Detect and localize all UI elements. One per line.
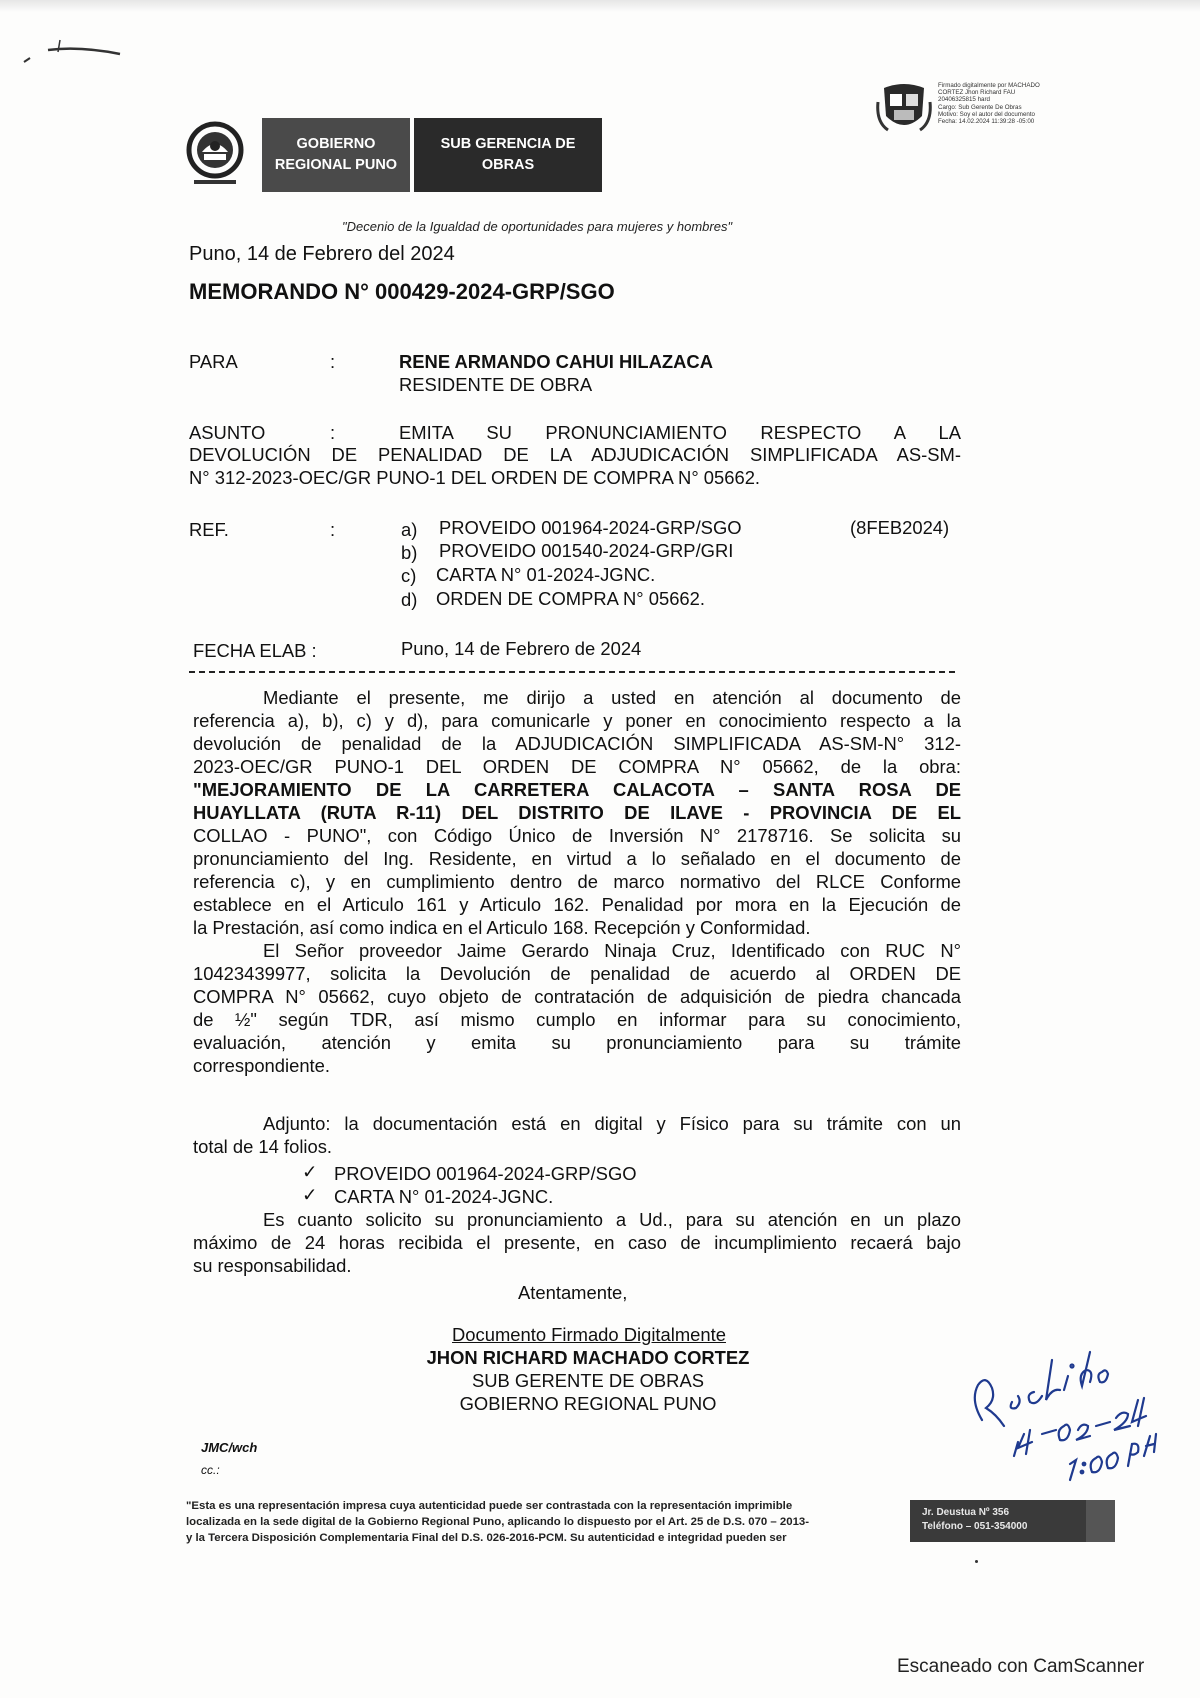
asunto-colon: : (330, 422, 336, 443)
footer-note-line-cut: y la Tercera Disposición Complementaria Final del D.S. 026-2016-PCM. Su autenticidad e integridad pueden ser (186, 1532, 787, 1544)
pen-stroke-mark (20, 20, 170, 70)
place-date: Puno, 14 de Febrero del 2024 (189, 243, 455, 265)
memo-title: MEMORANDO N° 000429-2024-GRP/SGO (189, 279, 615, 304)
peru-coat-of-arms-icon (876, 82, 932, 136)
body-line: referencia a), b), c) y d), para comunicarle y poner en conocimiento respecto a la (193, 710, 961, 731)
body-line: evaluación, atención y emita su pronunciamiento para su trámite (193, 1032, 961, 1053)
footer-box-accent (1086, 1500, 1115, 1542)
ref-letter-d: d) (401, 589, 418, 610)
body-line: referencia c), y en cumplimiento dentro de marco normativo del RLCE Conforme (193, 871, 961, 892)
body-line: COLLAO - PUNO", con Código Único de Inversión N° 2178716. Se solicita su (193, 825, 961, 846)
header-gobierno-line1: GOBIERNO (296, 136, 376, 152)
para-role: RESIDENTE DE OBRA (399, 374, 593, 395)
closing-salutation: Atentamente, (518, 1282, 628, 1303)
para-name: RENE ARMANDO CAHUI HILAZACA (399, 351, 713, 372)
body-line: Adjunto: la documentación está en digital y Físico para su trámite con un (263, 1113, 961, 1134)
signature-line: Fecha: 14.02.2024 11:39:28 -05:00 (938, 118, 1035, 126)
digital-signature-label: Documento Firmado Digitalmente (452, 1324, 726, 1345)
camscanner-watermark: Escaneado con CamScanner (897, 1656, 1145, 1677)
decade-motto: "Decenio de la Igualdad de oportunidades para mujeres y hombres" (342, 219, 733, 234)
handwritten-receipt-note (960, 1330, 1160, 1500)
footer-contact-box (910, 1500, 1115, 1542)
body-paragraph-3 (193, 1112, 961, 1158)
scan-speck (975, 1560, 978, 1563)
digital-signature-stamp (876, 82, 1146, 136)
author-initials: JMC/wch (201, 1440, 258, 1455)
asunto-line3: N° 312-2023-OEC/GR PUNO-1 DEL ORDEN DE COMPRA N° 05662. (189, 467, 761, 488)
fecha-value: Puno, 14 de Febrero de 2024 (401, 638, 642, 659)
header-gobierno-regional-puno (262, 118, 410, 192)
signature-stamp-text (938, 82, 1148, 125)
ref-label: REF. (189, 519, 229, 540)
body-line: El Señor proveedor Jaime Gerardo Ninaja Cruz, Identificado con RUC N° (263, 940, 961, 961)
asunto-line1: EMITA SU PRONUNCIAMIENTO RESPECTO A LA (399, 422, 961, 443)
authenticity-footer-note (186, 1498, 898, 1544)
body-line: pronunciamiento del Ing. Residente, en virtud a lo señalado en el documento de (193, 848, 961, 869)
signature-line: CORTEZ Jhon Richard FAU (938, 89, 1016, 97)
asunto-label: ASUNTO (189, 422, 266, 443)
footer-address: Jr. Deustua Nº 356 (922, 1507, 1010, 1518)
header-sub-gerencia-obras (414, 118, 602, 192)
body-line-bold: HUAYLLATA (RUTA R-11) DEL DISTRITO DE ILAVE - PROVINCIA DE EL (193, 802, 961, 823)
ref-letter-a: a) (401, 519, 418, 540)
body-line: Mediante el presente, me dirijo a usted en atención al documento de (263, 687, 961, 708)
ref-text-b: PROVEIDO 001540-2024-GRP/GRI (439, 540, 734, 561)
ref-text-a: PROVEIDO 001964-2024-GRP/SGO (439, 517, 742, 538)
body-line: devolución de penalidad de la ADJUDICACIÓN SIMPLIFICADA AS-SM-N° 312- (193, 733, 961, 754)
body-line: su responsabilidad. (193, 1255, 352, 1276)
body-line: máximo de 24 horas recibida el presente, en caso de incumplimiento recaerá bajo (193, 1232, 961, 1253)
body-paragraph-1 (193, 686, 961, 939)
body-line: 2023-OEC/GR PUNO-1 DEL ORDEN DE COMPRA N° 05662, de la obra: (193, 756, 961, 777)
attachment-item: CARTA N° 01-2024-JGNC. (334, 1186, 554, 1207)
ref-text-c: CARTA N° 01-2024-JGNC. (436, 564, 656, 585)
signature-line: 20406325815 hard (938, 96, 990, 104)
gobierno-regional-puno-emblem (180, 118, 250, 192)
footer-phone: Teléfono – 051-354000 (922, 1521, 1028, 1532)
body-line: Es cuanto solicito su pronunciamiento a Ud., para su atención en un plazo (263, 1209, 961, 1230)
ref-text-d: ORDEN DE COMPRA N° 05662. (436, 588, 705, 609)
body-line: de ½" según TDR, así mismo cumplo en informar para su conocimiento, (193, 1009, 961, 1030)
body-line: total de 14 folios. (193, 1136, 333, 1157)
cc-label: cc.: (201, 1463, 220, 1477)
body-line: 10423439977, solicita la Devolución de penalidad de acuerdo al ORDEN DE (193, 963, 961, 984)
asunto-line2: DEVOLUCIÓN DE PENALIDAD DE LA ADJUDICACIÓN SIMPLIFICADA AS-SM- (189, 444, 961, 465)
header-sub-line1: SUB GERENCIA DE (440, 136, 576, 152)
signature-line: Motivo: Soy el autor del documento (938, 110, 1035, 118)
signer-name: JHON RICHARD MACHADO CORTEZ (426, 1347, 750, 1368)
body-paragraph-2 (193, 939, 961, 1077)
body-line: establece en el Articulo 161 y Articulo 162. Penalidad por mora en la Ejecución de (193, 894, 961, 915)
ref-date: (8FEB2024) (850, 517, 950, 538)
body-paragraph-4 (193, 1208, 961, 1277)
ref-letter-b: b) (401, 542, 418, 563)
dashed-separator (189, 671, 955, 673)
attachment-item: PROVEIDO 001964-2024-GRP/SGO (334, 1163, 637, 1184)
signature-line: Firmado digitalmente por MACHADO (938, 82, 1040, 89)
scan-edge-shadow (0, 0, 1200, 12)
body-line: COMPRA N° 05662, cuyo objeto de contratación de adquisición de piedra chancada (193, 986, 961, 1007)
ref-letter-c: c) (401, 565, 417, 586)
signer-org: GOBIERNO REGIONAL PUNO (459, 1393, 717, 1414)
body-line-bold: "MEJORAMIENTO DE LA CARRETERA CALACOTA – SANTA ROSA DE (193, 779, 961, 800)
check-mark-icon: ✓ (302, 1184, 318, 1205)
ref-colon: : (330, 519, 336, 540)
check-mark-icon: ✓ (302, 1161, 318, 1182)
para-label: PARA (189, 351, 238, 372)
signature-line: Cargo: Sub Gerente De Obras (938, 103, 1022, 111)
signer-role: SUB GERENTE DE OBRAS (472, 1370, 704, 1391)
fecha-label: FECHA ELAB : (193, 640, 317, 661)
body-line: correspondiente. (193, 1055, 330, 1076)
footer-note-line: "Esta es una representación impresa cuya autenticidad puede ser contrastada con la representación imprimible (186, 1500, 793, 1512)
footer-note-line: localizada en la sede digital de la Gobierno Regional Puno, aplicando lo dispuesto por el Art. 25 de D.S. 070 – 2013- (186, 1516, 810, 1528)
header-gobierno-line2: REGIONAL PUNO (274, 157, 398, 173)
para-colon: : (330, 351, 336, 372)
body-line: la Prestación, así como indica en el Articulo 168. Recepción y Conformidad. (193, 917, 811, 938)
header-sub-line2: OBRAS (481, 157, 535, 173)
